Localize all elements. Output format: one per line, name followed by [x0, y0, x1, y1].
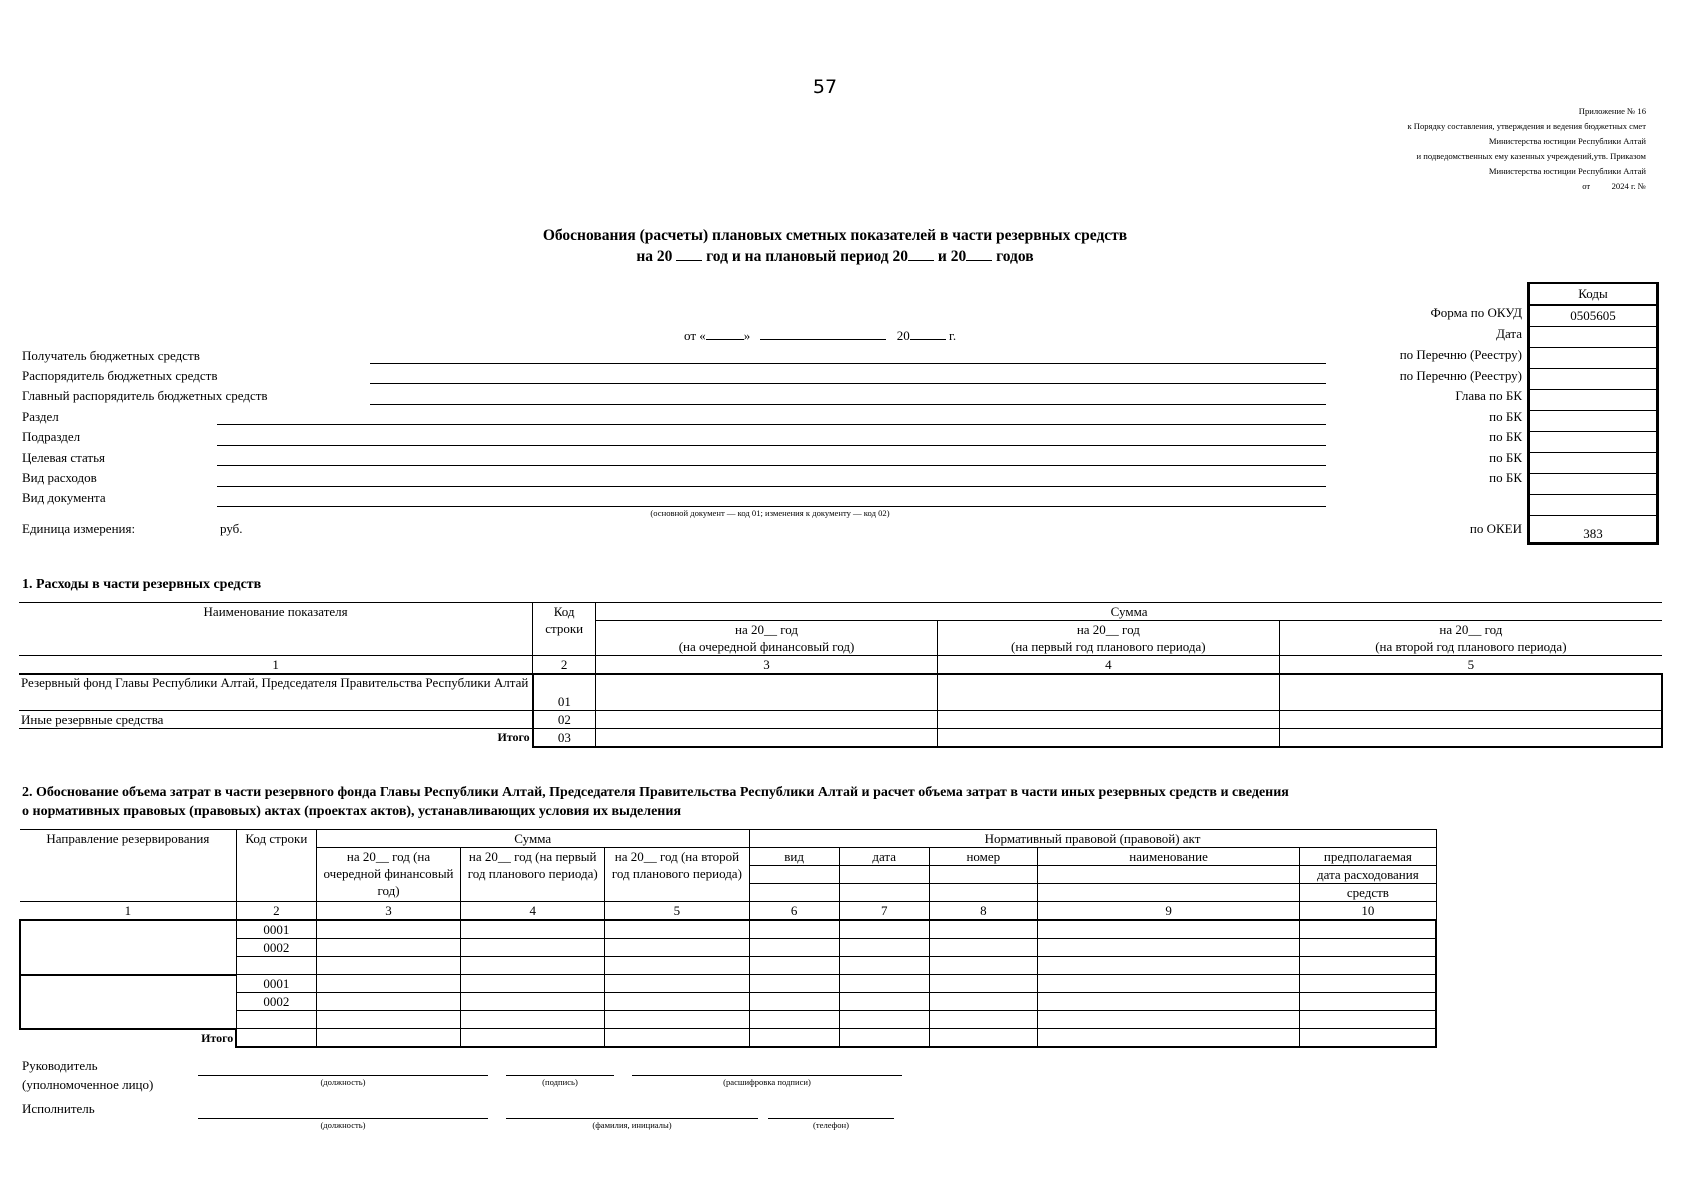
data-cell[interactable]: [1037, 939, 1299, 957]
bk-code-4[interactable]: [1530, 474, 1657, 495]
appendix-line: Министерства юстиции Республики Алтай: [1488, 136, 1646, 146]
doc-type-hint: (основной документ — код 01; изменения к документу — код 02): [650, 508, 890, 518]
data-cell[interactable]: [461, 957, 605, 975]
data-cell[interactable]: [461, 1029, 605, 1047]
data-cell[interactable]: [461, 920, 605, 939]
row-code: [236, 1011, 316, 1029]
col-kind-header: вид: [749, 848, 839, 866]
data-cell[interactable]: [929, 957, 1037, 975]
total-label: Итого: [497, 729, 530, 744]
data-cell[interactable]: [1037, 993, 1299, 1011]
title-line-2: [0, 246, 1670, 267]
data-cell[interactable]: [316, 1029, 460, 1047]
header-blank: [749, 866, 839, 884]
col-number: 2: [236, 902, 316, 921]
sum-cell[interactable]: [937, 728, 1279, 747]
date-code-label: Дата: [1496, 326, 1522, 341]
col-number: 3: [316, 902, 460, 921]
title-part: на 20: [636, 248, 673, 265]
col-number: 3: [596, 656, 938, 675]
head-signature-caption: (подпись): [542, 1077, 578, 1087]
executor-label: Исполнитель: [22, 1101, 95, 1116]
data-cell[interactable]: [605, 975, 749, 993]
data-cell[interactable]: [1037, 920, 1299, 939]
data-cell[interactable]: [929, 1029, 1037, 1047]
chief-manager-field[interactable]: [370, 404, 1326, 405]
bk-code-1[interactable]: [1530, 411, 1657, 432]
header-text: (на второй год планового периода): [1375, 639, 1567, 654]
chapter-bk-label: Глава по БК: [1455, 388, 1522, 403]
unit-label: Единица измерения:: [22, 521, 136, 536]
header-text: на 20__ год: [1076, 622, 1140, 637]
data-cell[interactable]: [1037, 1011, 1299, 1029]
col-expense-date-header: средств: [1300, 884, 1436, 902]
col-sum-header: Сумма: [316, 830, 749, 848]
okei-code[interactable]: 383: [1530, 516, 1657, 543]
table-row-total: [20, 1029, 1436, 1047]
col-number: 5: [1279, 656, 1662, 675]
data-cell[interactable]: [461, 975, 605, 993]
chapter-bk-code[interactable]: [1530, 390, 1657, 411]
col-number: 10: [1300, 902, 1436, 921]
bk-label-1: по БК: [1489, 409, 1522, 424]
col-sum2-header: на 20__ год (на первый год планового периода): [461, 848, 605, 902]
data-cell[interactable]: [461, 993, 605, 1011]
year-blank[interactable]: [966, 246, 992, 261]
col-number: 1: [20, 902, 236, 921]
col-year3-header: [1279, 621, 1662, 656]
col-number: 6: [749, 902, 839, 921]
data-cell[interactable]: [839, 1011, 929, 1029]
data-cell[interactable]: [316, 939, 460, 957]
bk-label-4: по БК: [1489, 470, 1522, 485]
year-blank[interactable]: [676, 246, 702, 261]
data-cell[interactable]: [749, 920, 839, 939]
header-blank: [929, 884, 1037, 902]
date-line: [684, 327, 956, 344]
unit-value: руб.: [220, 521, 243, 536]
okei-label: по ОКЕИ: [1469, 521, 1522, 536]
col-number: 8: [929, 902, 1037, 921]
executor-phone-field[interactable]: [768, 1118, 894, 1119]
sum-cell[interactable]: [596, 710, 938, 728]
day-field[interactable]: [706, 327, 744, 340]
row-code: 03: [533, 728, 596, 747]
col-sum3-header: на 20__ год (на второй год планового периода): [605, 848, 749, 902]
col-code-header: Код строки: [533, 603, 596, 656]
col-number-header: номер: [929, 848, 1037, 866]
data-cell[interactable]: [605, 939, 749, 957]
title-line-1: Обоснования (расчеты) плановых сметных показателей в части резервных средств: [542, 227, 1128, 244]
bk-code-3[interactable]: [1530, 453, 1657, 474]
total-label: Итого: [201, 1030, 234, 1045]
data-cell[interactable]: [839, 1029, 929, 1047]
data-cell[interactable]: [605, 1011, 749, 1029]
date-year-label: 20: [896, 328, 910, 343]
col-year1-header: [596, 621, 938, 656]
col-expense-date-header: дата расходования: [1300, 866, 1436, 884]
sum-cell[interactable]: [1279, 728, 1662, 747]
data-cell[interactable]: [605, 920, 749, 939]
data-cell[interactable]: [461, 939, 605, 957]
row-code: 0001: [236, 975, 316, 993]
table-row: [20, 975, 1436, 993]
table-row: [19, 728, 1662, 747]
field-expense-type-label: Вид расходов: [22, 470, 97, 485]
registry-label-2: по Перечню (Реестру): [1399, 368, 1522, 383]
total-code[interactable]: [236, 1029, 316, 1047]
data-cell[interactable]: [839, 920, 929, 939]
data-cell[interactable]: [605, 1029, 749, 1047]
col-direction-header: Направление резервирования: [20, 830, 236, 902]
col-name-header: Наименование показателя: [19, 603, 533, 656]
registry-code-2[interactable]: [1530, 369, 1657, 390]
row-code: 02: [533, 710, 596, 728]
target-article-field[interactable]: [217, 465, 1326, 466]
head-sublabel: (уполномоченное лицо): [22, 1077, 154, 1092]
row-code: 0002: [236, 939, 316, 957]
header-blank: [929, 866, 1037, 884]
date-g-label: г.: [949, 328, 957, 343]
title-part: годов: [996, 248, 1034, 265]
direction-cell[interactable]: [20, 920, 236, 975]
expense-type-field[interactable]: [217, 486, 1326, 487]
title-part: и 20: [937, 248, 967, 265]
header-text: (на очередной финансовый год): [678, 639, 855, 654]
header-blank: [839, 866, 929, 884]
data-cell[interactable]: [316, 1011, 460, 1029]
row-code: 01: [533, 674, 596, 710]
data-cell[interactable]: [749, 1029, 839, 1047]
data-cell[interactable]: [1037, 975, 1299, 993]
col-code-header: Код строки: [236, 830, 316, 902]
reserve-justification-table: [19, 829, 1437, 1048]
sum-cell[interactable]: [937, 710, 1279, 728]
doc-type-field[interactable]: [217, 506, 1326, 507]
bk-code-2[interactable]: [1530, 432, 1657, 453]
data-cell[interactable]: [929, 975, 1037, 993]
head-decode-field[interactable]: [632, 1075, 902, 1076]
executor-position-caption: (должность): [320, 1120, 366, 1130]
col-sum-header: Сумма: [596, 603, 1662, 621]
data-cell[interactable]: [839, 993, 929, 1011]
col-year2-header: [937, 621, 1279, 656]
data-cell[interactable]: [749, 975, 839, 993]
date-code[interactable]: [1530, 327, 1657, 348]
field-chief-manager-label: Главный распорядитель бюджетных средств: [22, 388, 268, 403]
reserve-expenses-table: [19, 602, 1663, 748]
head-position-field[interactable]: [198, 1075, 488, 1076]
okud-code[interactable]: 0505605: [1530, 305, 1657, 327]
data-cell[interactable]: [1037, 957, 1299, 975]
col-number: 5: [605, 902, 749, 921]
data-cell[interactable]: [1037, 1029, 1299, 1047]
document-title: [0, 225, 1670, 267]
title-part: год и на плановый период 20: [706, 248, 909, 265]
data-cell[interactable]: [316, 993, 460, 1011]
month-field[interactable]: [760, 327, 886, 340]
header-text: на 20__ год: [735, 622, 799, 637]
data-cell[interactable]: [749, 957, 839, 975]
data-cell[interactable]: [1300, 920, 1436, 939]
col-number: 9: [1037, 902, 1299, 921]
registry-code-1[interactable]: [1530, 348, 1657, 369]
header-text: на 20__ год: [1439, 622, 1503, 637]
bk-label-2: по БК: [1489, 429, 1522, 444]
header-text: (на первый год планового периода): [1011, 639, 1206, 654]
data-cell[interactable]: [749, 993, 839, 1011]
data-cell[interactable]: [839, 957, 929, 975]
field-manager-label: Распорядитель бюджетных средств: [22, 368, 218, 383]
section-1-title: 1. Расходы в части резервных средств: [22, 577, 262, 592]
data-cell[interactable]: [749, 939, 839, 957]
recipient-field[interactable]: [370, 363, 1326, 364]
col-sum1-header: на 20__ год (на очередной финансовый год): [316, 848, 460, 902]
header-blank: [839, 884, 929, 902]
data-cell[interactable]: [605, 993, 749, 1011]
sum-cell[interactable]: [596, 674, 938, 710]
section-2-title-line-1: 2. Обоснование объема затрат в части резервного фонда Главы Республики Алтай, Председателя Правительства Республики Алтай и расчет объема затрат в части иных резервных средств и сведения: [22, 785, 1289, 800]
section-field[interactable]: [217, 424, 1326, 425]
row-code: 0001: [236, 920, 316, 939]
codes-table: [1529, 284, 1657, 543]
date-quote: »: [743, 328, 751, 343]
col-date-header: дата: [839, 848, 929, 866]
sum-cell[interactable]: [596, 728, 938, 747]
page-number: 57: [812, 76, 838, 98]
data-cell[interactable]: [1300, 957, 1436, 975]
executor-fio-caption: (фамилия, инициалы): [592, 1120, 672, 1130]
date-from-label: от «: [684, 328, 706, 343]
executor-phone-caption: (телефон): [813, 1120, 849, 1130]
executor-position-field[interactable]: [198, 1118, 488, 1119]
field-section-label: Раздел: [22, 409, 59, 424]
data-cell[interactable]: [929, 1011, 1037, 1029]
appendix-line: от 2024 г. №: [1582, 181, 1646, 191]
data-cell[interactable]: [929, 920, 1037, 939]
data-cell[interactable]: [839, 939, 929, 957]
data-cell[interactable]: [316, 957, 460, 975]
appendix-line: к Порядку составления, утверждения и ведения бюджетных смет: [1407, 121, 1646, 131]
header-blank: [1037, 884, 1299, 902]
col-expense-date-header: предполагаемая: [1300, 848, 1436, 866]
subsection-field[interactable]: [217, 445, 1326, 446]
data-cell[interactable]: [1300, 939, 1436, 957]
header-blank: [1037, 866, 1299, 884]
col-number: 7: [839, 902, 929, 921]
data-cell[interactable]: [605, 957, 749, 975]
field-subsection-label: Подраздел: [22, 429, 81, 444]
year-field[interactable]: [910, 327, 946, 340]
okud-label: Форма по ОКУД: [1430, 305, 1522, 320]
col-number: 4: [461, 902, 605, 921]
head-decode-caption: (расшифровка подписи): [723, 1077, 811, 1087]
codes-box: [1527, 282, 1659, 545]
field-doc-type-label: Вид документа: [22, 490, 106, 505]
data-cell[interactable]: [1300, 1011, 1436, 1029]
sum-cell[interactable]: [1279, 710, 1662, 728]
table-row: [19, 710, 1662, 728]
year-blank[interactable]: [908, 246, 934, 261]
data-cell[interactable]: [1300, 1029, 1436, 1047]
field-recipient-label: Получатель бюджетных средств: [22, 348, 200, 363]
manager-field[interactable]: [370, 383, 1326, 384]
data-cell[interactable]: [316, 975, 460, 993]
table-row: [19, 674, 1662, 710]
col-number: 2: [533, 656, 596, 675]
doc-type-code[interactable]: [1530, 495, 1657, 516]
data-cell[interactable]: [1300, 993, 1436, 1011]
executor-fio-field[interactable]: [506, 1118, 758, 1119]
appendix-line: Министерства юстиции Республики Алтай: [1488, 166, 1646, 176]
direction-cell[interactable]: [20, 975, 236, 1029]
bk-label-3: по БК: [1489, 450, 1522, 465]
data-cell[interactable]: [461, 1011, 605, 1029]
sum-cell[interactable]: [1279, 674, 1662, 710]
codes-header: Коды: [1530, 284, 1657, 305]
col-number: 1: [19, 656, 533, 675]
data-cell[interactable]: [1300, 975, 1436, 993]
row-name: Резервный фонд Главы Республики Алтай, Председателя Правительства Республики Алтай: [19, 674, 533, 710]
data-cell[interactable]: [749, 1011, 839, 1029]
head-signature-field[interactable]: [506, 1075, 614, 1076]
table-row: [20, 920, 1436, 939]
field-target-article-label: Целевая статья: [22, 450, 106, 465]
sum-cell[interactable]: [937, 674, 1279, 710]
row-code: 0002: [236, 993, 316, 1011]
registry-label-1: по Перечню (Реестру): [1399, 347, 1522, 362]
head-label: Руководитель: [22, 1058, 98, 1073]
appendix-line: Приложение № 16: [1578, 106, 1646, 116]
data-cell[interactable]: [929, 939, 1037, 957]
header-blank: [749, 884, 839, 902]
appendix-line: и подведомственных ему казенных учреждений,утв. Приказом: [1416, 151, 1646, 161]
data-cell[interactable]: [929, 993, 1037, 1011]
row-name: Иные резервные средства: [19, 710, 533, 728]
appendix-note: [1407, 104, 1646, 194]
row-code: [236, 957, 316, 975]
col-number: 4: [937, 656, 1279, 675]
col-act-header: Нормативный правовой (правовой) акт: [749, 830, 1436, 848]
data-cell[interactable]: [316, 920, 460, 939]
section-2-title-line-2: о нормативных правовых (правовых) актах (проектах актов), устанавливающих условия их выделения: [22, 804, 682, 819]
col-act-name-header: наименование: [1037, 848, 1299, 866]
head-position-caption: (должность): [320, 1077, 366, 1087]
data-cell[interactable]: [839, 975, 929, 993]
